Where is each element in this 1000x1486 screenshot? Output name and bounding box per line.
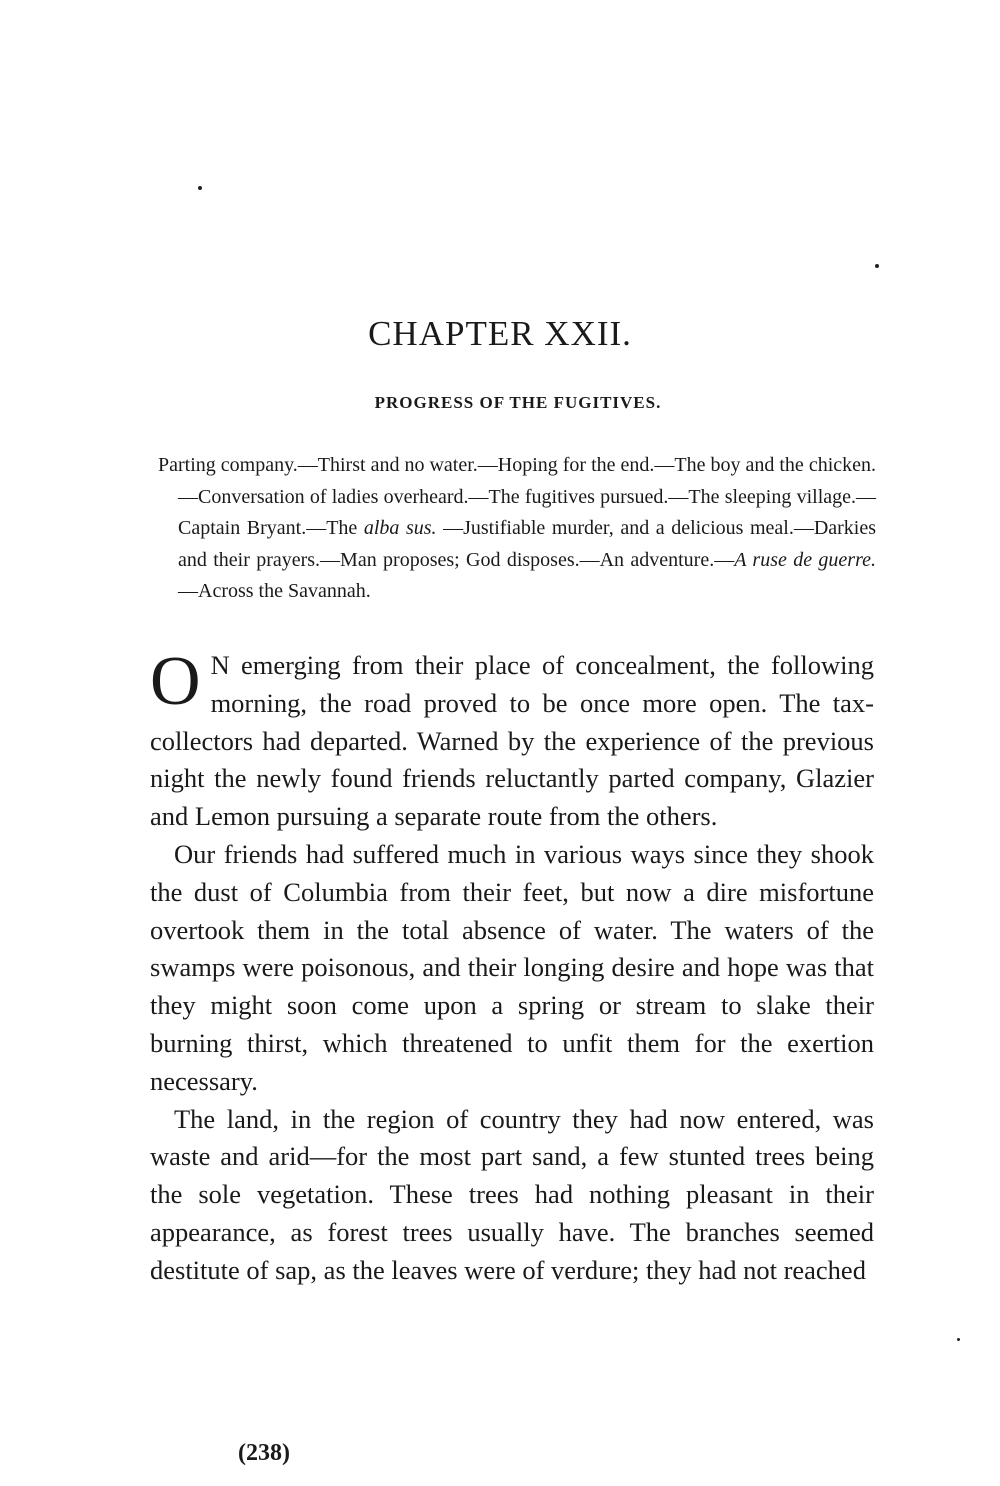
synopsis-text: —Justifiable murder, and a delicious meal.—Darkies and their prayers.—Man proposes; God disposes.—An adventure.— <box>178 517 877 571</box>
chapter-title: CHAPTER XXII. <box>368 314 632 353</box>
chapter-body <box>150 643 874 1290</box>
synopsis-italic: A ruse de guerre. <box>734 548 876 571</box>
chapter-synopsis <box>158 450 877 608</box>
synopsis-text: Parting company.—Thirst and no water.—Hoping for the end.—The boy and the chicken.—Conversation of ladies overheard.—The fugitives pursued.—The sleeping village.—Captain Bryant.—The <box>158 454 876 539</box>
drop-cap: O <box>150 643 201 720</box>
ink-speck <box>957 1338 960 1341</box>
synopsis-italic: alba sus. <box>363 517 437 539</box>
page-number: (238) <box>238 1440 290 1466</box>
ink-speck <box>198 186 202 190</box>
ink-speck <box>875 264 879 268</box>
paragraph: The land, in the region of country they had now entered, was waste and arid—for the most part sand, a few stunted trees being the sole vegetation. These trees had nothing pleasant in their appearance, as forest trees usually have. The branches seemed destitute of sap, as the leaves were of verdure; they had not reached <box>150 1103 874 1285</box>
paragraph: Our friends had suffered much in various ways since they shook the dust of Columbia from their feet, but now a dire misfortune overtook them in the total absence of water. The waters of the swamps were poisonous, and their longing desire and hope was that they might soon come upon a spring or stream to slake their burning thirst, which threatened to unfit them for the exertion necessary. <box>150 838 874 1096</box>
paragraph-text: N emerging from their place of concealment, the following morning, the road proved to be once more open. The tax-collectors had departed. Warned by the experience of the previous night the newly found friends reluctantly parted company, Glazier and Lemon pursuing a separate route from the others. <box>150 650 874 832</box>
chapter-subtitle: PROGRESS OF THE FUGITIVES. <box>374 393 662 412</box>
synopsis-text: —Across the Savannah. <box>178 580 371 602</box>
paragraph <box>150 643 874 836</box>
